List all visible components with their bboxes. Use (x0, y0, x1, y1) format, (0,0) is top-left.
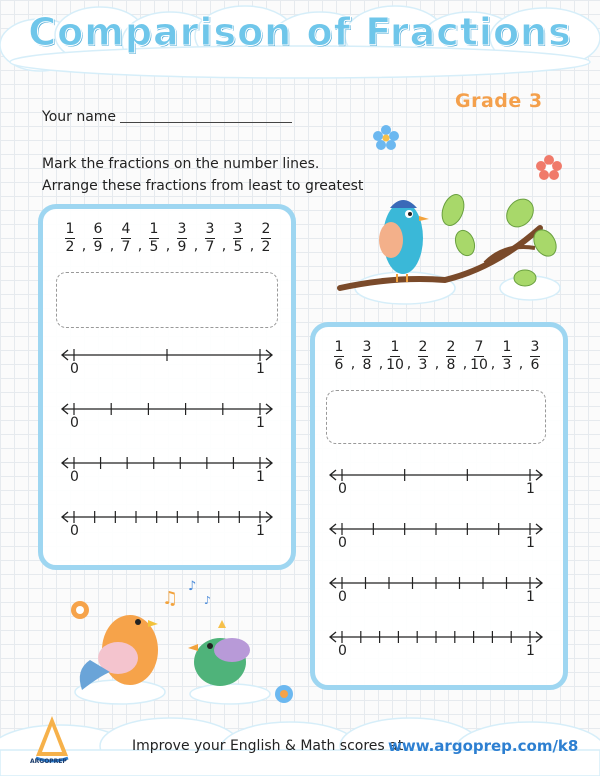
fraction-numerator: 2 (261, 221, 271, 237)
fraction-denominator: 10 (386, 357, 404, 373)
comma-separator: , (434, 355, 440, 372)
comma-separator: , (378, 355, 384, 372)
fraction (331, 340, 347, 373)
comma-separator: , (165, 237, 171, 254)
number-line[interactable] (60, 399, 274, 419)
number-line[interactable] (60, 507, 274, 527)
grade-label: Grade 3 (455, 90, 543, 112)
fraction-denominator: 7 (205, 239, 215, 255)
comma-separator: , (137, 237, 143, 254)
fraction-denominator: 6 (334, 357, 344, 373)
number-line-start-label: 0 (70, 361, 79, 377)
number-line-end-label: 1 (526, 481, 535, 497)
number-line[interactable] (328, 627, 544, 647)
number-line-start-label: 0 (338, 589, 347, 605)
fraction-denominator: 5 (233, 239, 243, 255)
fraction (118, 222, 134, 255)
number-line-end-label: 1 (256, 361, 265, 377)
fraction-denominator: 10 (470, 357, 488, 373)
fraction-denominator: 9 (93, 239, 103, 255)
singing-birds-illustration (70, 580, 285, 705)
name-input-line[interactable] (120, 122, 292, 123)
fraction (90, 222, 106, 255)
number-line-end-label: 1 (526, 643, 535, 659)
fraction-numerator: 3 (177, 221, 187, 237)
number-line-start-label: 0 (70, 523, 79, 539)
number-line-end-label: 1 (256, 469, 265, 485)
number-line-end-label: 1 (256, 415, 265, 431)
number-line[interactable] (60, 345, 274, 365)
fraction-numerator: 2 (418, 339, 428, 355)
number-line-start-label: 0 (70, 469, 79, 485)
left-answer-box[interactable] (56, 272, 278, 328)
fraction (230, 222, 246, 255)
number-line[interactable] (328, 573, 544, 593)
fraction-denominator: 8 (446, 357, 456, 373)
comma-separator: , (462, 355, 468, 372)
fraction-numerator: 3 (233, 221, 243, 237)
red-flower-icon (535, 154, 563, 182)
comma-separator: , (193, 237, 199, 254)
number-line-end-label: 1 (256, 523, 265, 539)
fraction (443, 340, 459, 373)
fraction (415, 340, 431, 373)
number-line-start-label: 0 (338, 481, 347, 497)
fraction-numerator: 1 (390, 339, 400, 355)
fraction (527, 340, 543, 373)
fraction (499, 340, 515, 373)
comma-separator: , (109, 237, 115, 254)
fraction-numerator: 1 (149, 221, 159, 237)
number-line-start-label: 0 (338, 535, 347, 551)
fraction-denominator: 3 (502, 357, 512, 373)
name-label: Your name (42, 109, 117, 125)
number-line-start-label: 0 (70, 415, 79, 431)
fraction (62, 222, 78, 255)
fraction-numerator: 1 (334, 339, 344, 355)
number-line-start-label: 0 (338, 643, 347, 659)
footer-link[interactable]: www.argoprep.com/k8 (388, 737, 579, 755)
fraction (202, 222, 218, 255)
svg-text:♫: ♫ (162, 588, 179, 609)
fraction (359, 340, 375, 373)
fraction-denominator: 2 (65, 239, 75, 255)
fraction-denominator: 8 (362, 357, 372, 373)
blue-flower-icon (372, 124, 400, 152)
fraction-denominator: 6 (530, 357, 540, 373)
fraction-numerator: 7 (474, 339, 484, 355)
bird-on-branch-illustration (335, 188, 565, 313)
instruction-line-2: Arrange these fractions from least to greatest (42, 178, 364, 194)
comma-separator: , (249, 237, 255, 254)
number-line-end-label: 1 (526, 589, 535, 605)
fraction-denominator: 3 (418, 357, 428, 373)
fraction-numerator: 3 (362, 339, 372, 355)
fraction-denominator: 9 (177, 239, 187, 255)
svg-text:♪: ♪ (188, 580, 197, 594)
comma-separator: , (406, 355, 412, 372)
fraction-denominator: 2 (261, 239, 271, 255)
comma-separator: , (81, 237, 87, 254)
fraction (174, 222, 190, 255)
fraction-numerator: 4 (121, 221, 131, 237)
fraction (146, 222, 162, 255)
fraction (258, 222, 274, 255)
fraction (387, 340, 403, 373)
fraction-numerator: 1 (65, 221, 75, 237)
fraction-numerator: 6 (93, 221, 103, 237)
instruction-line-1: Mark the fractions on the number lines. (42, 156, 320, 172)
fraction-numerator: 2 (446, 339, 456, 355)
fraction-numerator: 3 (205, 221, 215, 237)
comma-separator: , (350, 355, 356, 372)
fraction-denominator: 5 (149, 239, 159, 255)
page-title: Comparison of Fractions (28, 10, 572, 54)
footer-text: Improve your English & Math scores at (132, 738, 404, 754)
number-line[interactable] (328, 519, 544, 539)
orange-flower-icon (70, 600, 90, 620)
comma-separator: , (221, 237, 227, 254)
fraction-numerator: 3 (530, 339, 540, 355)
right-fraction-list (331, 340, 543, 373)
comma-separator: , (518, 355, 524, 372)
number-line[interactable] (328, 465, 544, 485)
fraction-numerator: 1 (502, 339, 512, 355)
left-fraction-list (62, 222, 274, 255)
fraction (471, 340, 487, 373)
right-answer-box[interactable] (326, 390, 546, 444)
blue-circle-flower-icon (274, 684, 294, 704)
comma-separator: , (490, 355, 496, 372)
logo-text: ARGOPREP (30, 758, 67, 765)
number-line[interactable] (60, 453, 274, 473)
number-line-end-label: 1 (526, 535, 535, 551)
svg-text:♪: ♪ (204, 594, 212, 607)
fraction-denominator: 7 (121, 239, 131, 255)
